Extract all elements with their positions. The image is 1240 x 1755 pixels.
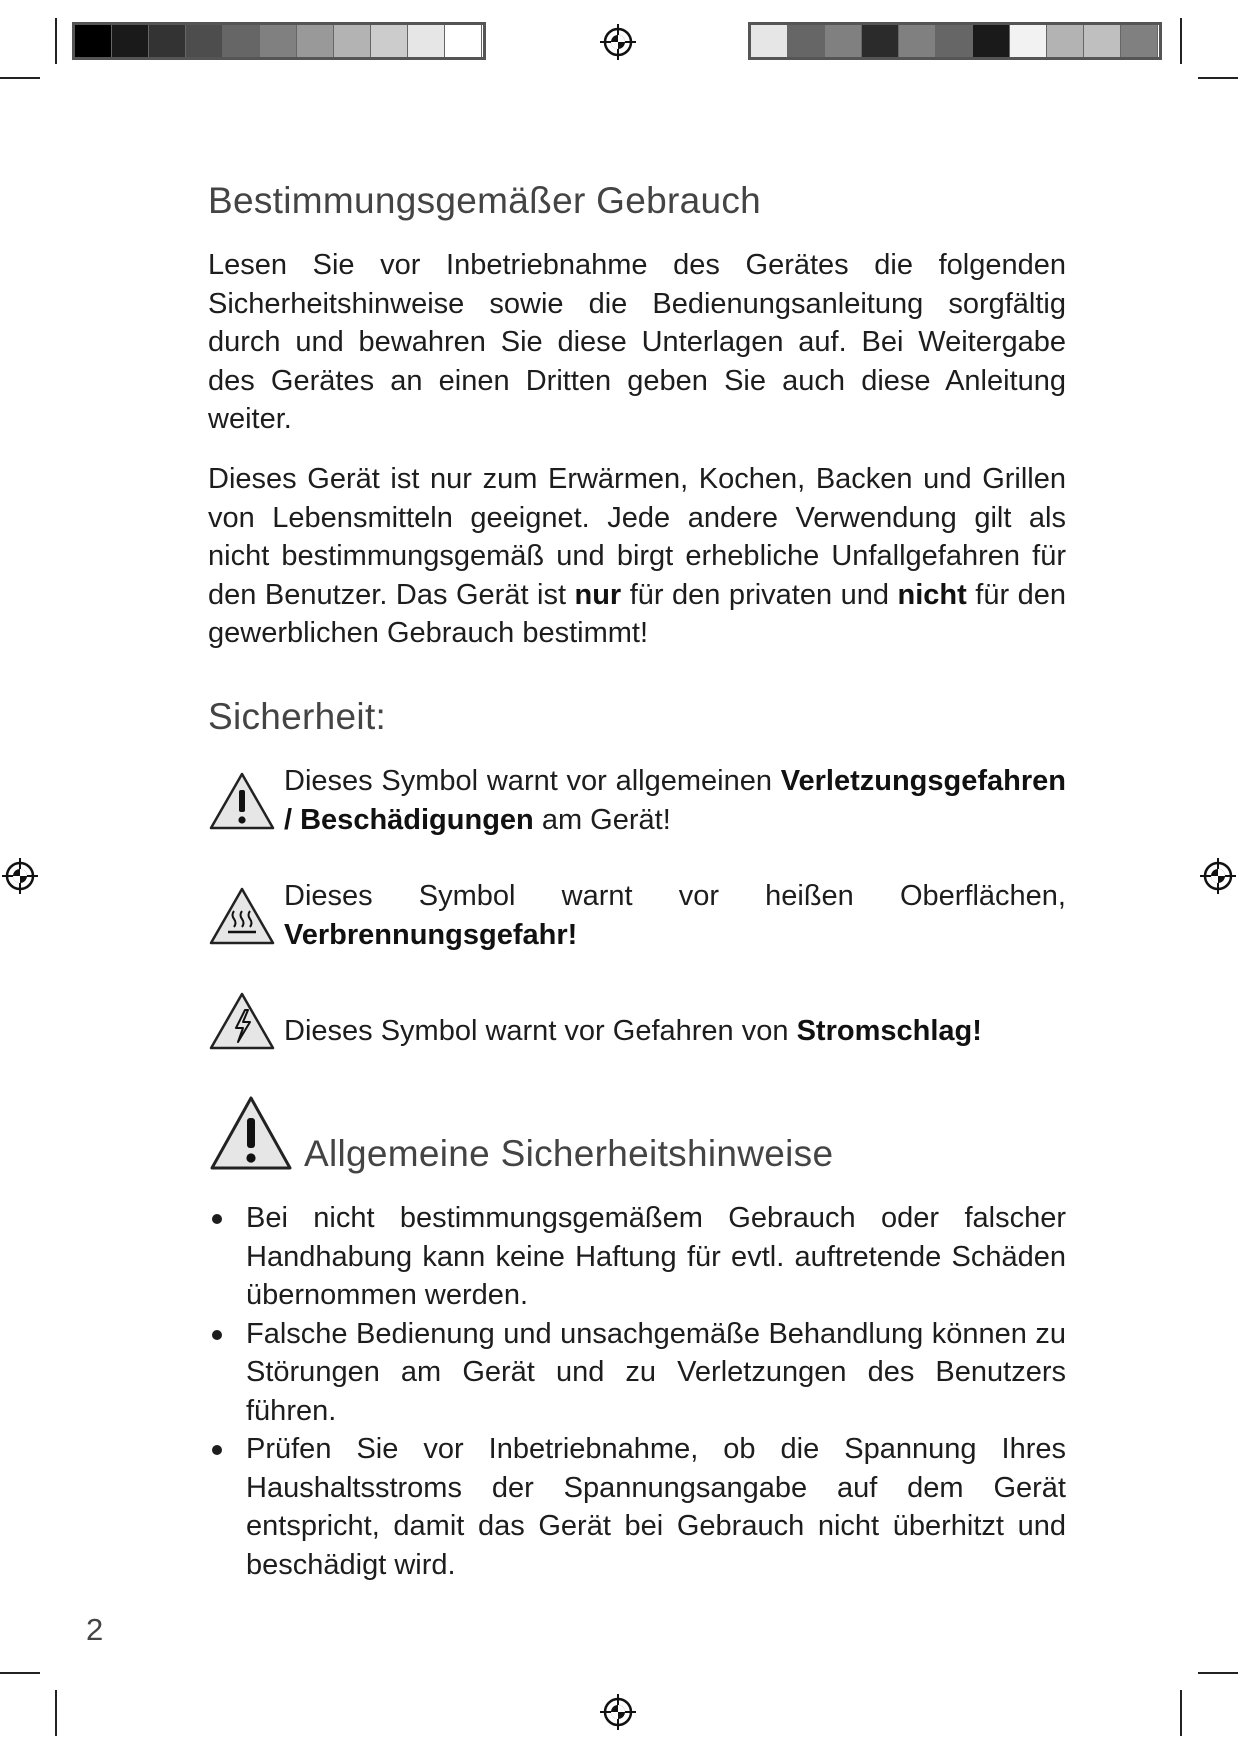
warning-electric (208, 990, 1066, 1060)
color-swatch (825, 25, 862, 57)
color-swatch (862, 25, 899, 57)
section-heading-safety: Sicherheit: (208, 696, 387, 737)
warning-hot-surface (208, 877, 1066, 957)
color-swatch (408, 25, 445, 57)
usage-text-3: für den gewerblichen Gebrauch bestimmt! (208, 578, 1066, 649)
warning-general-tail: am Gerät! (533, 803, 671, 836)
list-item: Bei nicht bestimmungsgemäßem Gebrauch oder falscher Handhabung kann keine Haftung für evtl. auftretende Schäden übernommen werden. (208, 1199, 1066, 1315)
warning-general (208, 762, 1066, 842)
warning-hot-lead: Dieses Symbol warnt vor heißen Oberflächen, (284, 880, 1066, 912)
color-swatch (1047, 25, 1084, 57)
color-swatch (1121, 25, 1158, 57)
color-swatch (75, 25, 112, 57)
intro-paragraph: Lesen Sie vor Inbetriebnahme des Gerätes die folgenden Sicherheitshinweise sowie die Bedienungsanleitung sorgfältig durch und bewahren Sie diese Unterlagen auf. Bei Weitergabe des Gerätes an einen Dritten geben Sie auch diese Anleitung weiter. (208, 249, 1066, 435)
crop-mark (1180, 1690, 1182, 1736)
crop-mark (55, 1690, 57, 1736)
warning-general-lead: Dieses Symbol warnt vor allgemeinen (284, 765, 781, 797)
safety-bullet-list (208, 1199, 1066, 1584)
crop-mark (0, 1672, 40, 1674)
usage-bold-only: nur (574, 578, 622, 611)
warning-general-text (284, 762, 1066, 839)
color-swatch (186, 25, 223, 57)
color-swatch (1010, 25, 1047, 57)
color-swatch (334, 25, 371, 57)
crop-mark (0, 77, 40, 79)
color-swatch (223, 25, 260, 57)
warning-hot-text (284, 877, 1066, 954)
color-swatch (297, 25, 334, 57)
color-swatch (788, 25, 825, 57)
usage-bold-not: nicht (897, 578, 967, 611)
color-swatch (371, 25, 408, 57)
color-calibration-bar-left (72, 22, 486, 60)
crop-mark (55, 18, 57, 64)
crop-mark (1198, 77, 1238, 79)
warning-electric-bold: Stromschlag! (796, 1015, 982, 1047)
color-swatch (973, 25, 1010, 57)
color-swatch (445, 25, 482, 57)
page-number: 2 (86, 1612, 104, 1647)
color-swatch (899, 25, 936, 57)
color-swatch (260, 25, 297, 57)
registration-mark-icon (600, 1694, 636, 1730)
hot-surface-icon (208, 885, 276, 947)
registration-mark-icon (1200, 858, 1236, 894)
crop-mark (1198, 1672, 1238, 1674)
usage-text-2: für den privaten und (621, 578, 898, 611)
color-swatch (936, 25, 973, 57)
section-heading-intended-use: Bestimmungsgemäßer Gebrauch (208, 180, 762, 221)
usage-text-1: Dieses Gerät ist nur zum Erwärmen, Kochen, Backen und Grillen von Lebensmitteln geeignet. Jede andere Verwendung gilt als nicht bestimmungsgemäß und birgt erhebliche Unfallgefahren für den Benutzer. Das Gerät ist (208, 463, 1066, 611)
registration-mark-icon (2, 858, 38, 894)
color-swatch (149, 25, 186, 57)
warning-electric-text (284, 1012, 1066, 1051)
crop-mark (1180, 18, 1182, 64)
section-heading-general-safety: Allgemeine Sicherheitshinweise (304, 1133, 834, 1174)
color-swatch (1084, 25, 1121, 57)
electric-shock-icon (208, 990, 276, 1052)
warning-general-bold: Verletzungsgefahren / Beschädigungen (284, 765, 1066, 836)
warning-hot-bold: Verbrennungsgefahr! (284, 918, 578, 951)
general-warning-icon (208, 770, 276, 832)
color-calibration-bar-right (748, 22, 1162, 60)
registration-mark-icon (600, 24, 636, 60)
list-item: Falsche Bedienung und unsachgemäße Behandlung können zu Störungen am Gerät und zu Verletzungen des Benutzers führen. (208, 1315, 1066, 1431)
warning-electric-lead: Dieses Symbol warnt vor Gefahren von (284, 1015, 797, 1047)
color-swatch (751, 25, 788, 57)
usage-paragraph (208, 460, 1066, 653)
list-item: Prüfen Sie vor Inbetriebnahme, ob die Spannung Ihres Haushaltsstroms der Spannungsangabe auf dem Gerät entspricht, damit das Gerät bei Gebrauch nicht überhitzt und beschädigt wird. (208, 1430, 1066, 1584)
color-swatch (112, 25, 149, 57)
general-warning-icon (208, 1094, 294, 1174)
